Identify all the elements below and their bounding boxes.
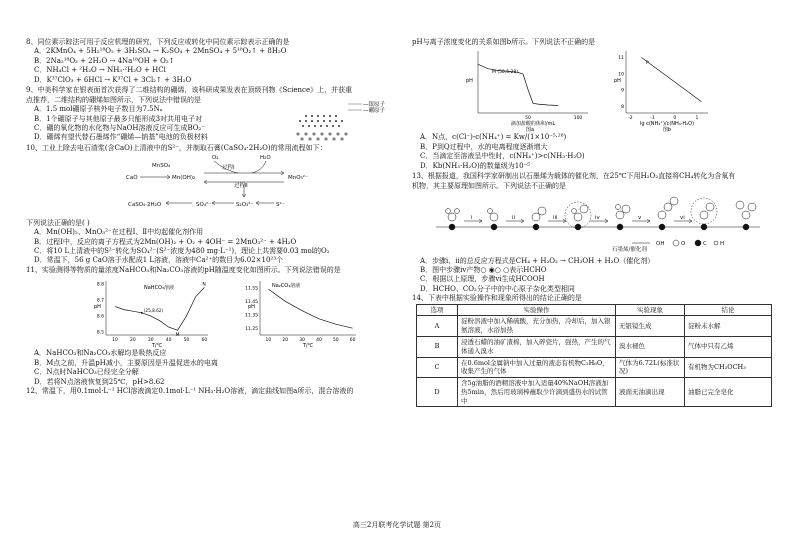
row-c-conclusion: 有机物为CH₃OCH₃ bbox=[685, 357, 772, 378]
row-c-phenomenon: 气体为6.72L(标准状况) bbox=[616, 357, 685, 378]
chart-title: Na₂CO₃溶液 bbox=[272, 283, 301, 290]
x-tick-label: 40 bbox=[316, 338, 322, 344]
table-row bbox=[417, 316, 772, 337]
x-tick-label: 50 bbox=[525, 116, 531, 122]
annotation-25-862: (25,8.62) bbox=[143, 308, 164, 314]
ph-log-ratio-figure-b bbox=[608, 47, 718, 133]
label-cao: CaO bbox=[126, 175, 138, 182]
experiment-table bbox=[416, 304, 772, 408]
q13-option-d: D．HCHO、CO₂分子中的中心原子杂化类型相同 bbox=[420, 284, 575, 293]
q10-option-c: C．将10 L上清液中的S²⁻转化为SO₄²⁻(S²⁻浓度为480 mg·L⁻¹)，理论上共需要0.03 mol的O₂ bbox=[34, 247, 330, 255]
header-conclusion: 结论 bbox=[685, 304, 772, 316]
figure-a-label: 图a bbox=[525, 127, 535, 134]
point-25 bbox=[141, 312, 143, 314]
left-column bbox=[26, 38, 400, 397]
row-b-operation: 浸透石蜡的油矿渣棉，加入碎瓷片，强热，产生的气体通入溴水 bbox=[458, 336, 616, 357]
x-tick-label: 20 bbox=[129, 338, 136, 344]
y-tick-label: 11.25 bbox=[245, 327, 258, 333]
annotation-m: M bbox=[175, 333, 180, 339]
legend-h: H bbox=[720, 241, 725, 248]
row-b-option: B bbox=[417, 336, 458, 357]
step-vi: vi bbox=[680, 215, 685, 222]
question-10 bbox=[26, 144, 400, 266]
x-tick-label: 10 bbox=[265, 338, 272, 344]
row-c-operation: 在0.6mol金属钠中加入过量的液态有机物C₂H₆O，收集产生的气体 bbox=[458, 357, 616, 378]
q12-stem-continued: pH与离子浓度变化的关系如图b所示。下列说法不正确的是 bbox=[412, 38, 596, 46]
step-i: i bbox=[471, 215, 473, 222]
table-row bbox=[417, 378, 772, 407]
label-process-2: 过程Ⅱ bbox=[234, 183, 248, 190]
ch4-oxidation-mechanism-diagram bbox=[412, 191, 772, 253]
y-tick-label: 8.8 bbox=[96, 282, 104, 288]
question-14 bbox=[412, 294, 772, 407]
page-footer: 高三2月联考化学试题 第2页 bbox=[352, 521, 442, 529]
row-b-conclusion: 气体中只有乙烯 bbox=[685, 336, 772, 357]
y-tick-label: 9 bbox=[621, 89, 624, 95]
x-axis-label: T/℃ bbox=[151, 343, 163, 350]
table-row bbox=[417, 336, 772, 357]
row-d-option: D bbox=[417, 378, 458, 407]
y-tick-label: 8.6 bbox=[96, 314, 104, 320]
q11-option-d: D．若将N点溶液恢复到25℃，pH>8.62 bbox=[34, 377, 165, 386]
q10-option-b: B．过程Ⅰ中，反应的离子方程式为2Mn(OH)₂ + O₂ + 4OH⁻ = 2MnO₃²⁻ + 4H₂O bbox=[34, 237, 297, 246]
question-12 bbox=[26, 387, 400, 396]
x-tick-label: 100 bbox=[573, 116, 583, 122]
legend-catalyst: 石墨烯/催化剂 bbox=[612, 247, 647, 254]
q10-stem: 10、工业上除去电石渣浆(含CaO)上清液中的S²⁻，并制取石膏(CaSO₄·2H₂O)的常用流程如下： bbox=[26, 143, 327, 152]
figure-b-label: 图b bbox=[662, 127, 672, 134]
x-tick-label: 20 bbox=[282, 338, 289, 344]
x-tick-label: 40 bbox=[165, 338, 172, 344]
header-phenomenon: 实验现象 bbox=[616, 304, 685, 316]
step-v: v bbox=[638, 215, 642, 222]
q10-option-a: A．Mn(OH)₂、MnO₃²⁻在过程Ⅰ、Ⅱ中均起催化剂作用 bbox=[34, 228, 204, 237]
q12-option-c: C．当滴定至溶液呈中性时，c(NH₄⁺)>c(NH₃·H₂O) bbox=[420, 152, 585, 161]
x-tick-label: 30 bbox=[299, 338, 305, 344]
y-tick-label: 8.7 bbox=[96, 298, 104, 304]
q9-option-a: A．1.5 mol硼原子核外电子数目为7.5Nₐ bbox=[34, 105, 163, 114]
y-tick-label: 8.5 bbox=[96, 330, 104, 336]
q9-option-d: D．硼烯有望代替石墨烯作“硼烯—钠基”电池的负极材料 bbox=[34, 133, 208, 142]
q13-option-b: B．图中步骤iv产物○ ◉○ ○表示HCHO bbox=[420, 265, 547, 274]
x-tick-label: 10 bbox=[112, 338, 118, 344]
x-tick-label: -2 bbox=[628, 116, 633, 122]
legend-boron: —硼原子 bbox=[363, 108, 386, 115]
legend-silver: —银原子 bbox=[363, 102, 386, 109]
q13-option-a: A．步骤i、ii的总反应方程式是CH₄ + H₂O₂ → CH₃OH + H₂O（催化剂） bbox=[420, 256, 655, 265]
label-s2o3: S₂O₃²⁻ bbox=[236, 202, 254, 209]
legend-oh: OH bbox=[656, 241, 665, 248]
label-gypsum: CaSO₄·2H₂O bbox=[128, 202, 162, 209]
y-axis-label: pH bbox=[466, 78, 473, 85]
y-tick-label: 11 bbox=[618, 56, 624, 62]
x-tick-label: 60 bbox=[201, 338, 208, 344]
question-8 bbox=[26, 38, 400, 85]
y-tick-label: 11.55 bbox=[245, 286, 258, 292]
row-a-option: A bbox=[417, 316, 458, 337]
step-ii: ii bbox=[512, 215, 516, 222]
row-a-conclusion: 淀粉未水解 bbox=[685, 316, 772, 337]
label-mno3: MnO₃²⁻ bbox=[288, 175, 308, 182]
x-axis-label: lg c(NH₄⁺)/c(NH₃·H₂O) bbox=[639, 121, 695, 128]
q9-option-c: C．硼的氧化物的水化物与NaOH溶液反应可生成BO₂⁻ bbox=[34, 123, 206, 132]
q13-stem-line1: 13、根据报道，我国科学家研制出以石墨烯为载体的催化剂，在25℃下用H₂O₂直接将CH₄转化为含氧有 bbox=[412, 172, 736, 181]
label-process-1: 过程Ⅰ bbox=[222, 165, 235, 172]
x-tick-label: 0 bbox=[673, 116, 677, 122]
annotation-m-point: M (50,5.28) bbox=[492, 70, 519, 76]
question-9 bbox=[26, 86, 400, 143]
q8-option-a: A．2KMnO₄ + 5H₂¹⁸O₂ + 3H₂SO₄ → K₂SO₄ + 2MnSO₄ + 5¹⁸O₂↑ + 8H₂O bbox=[34, 47, 287, 56]
x-tick-label: 50 bbox=[183, 338, 190, 344]
q9-stem-line1: 9、中美科学家在银表面首次获得了二维结构的硼烯，该科研成果发表在顶级刊物《Science》上，并获重 bbox=[26, 86, 353, 95]
q8-option-d: D．K³⁷ClO₃ + 6HCl → K³⁷Cl + 3Cl₂↑ + 3H₂O bbox=[34, 75, 192, 84]
q11-stem: 11、实验测得等物质的量浓度NaHCO₃和Na₂CO₃溶液的pH随温度变化如图所示。下列说法错误的是 bbox=[26, 265, 341, 274]
legend-c: C bbox=[703, 241, 707, 248]
question-11 bbox=[26, 266, 400, 387]
label-s2: S²⁻ bbox=[276, 202, 285, 209]
y-tick-label: 8 bbox=[621, 105, 624, 111]
row-c-option: C bbox=[417, 357, 458, 378]
gypsum-process-diagram bbox=[26, 153, 400, 215]
table-row bbox=[417, 357, 772, 378]
na2co3-ph-chart bbox=[232, 275, 362, 349]
row-b-phenomenon: 溴水褪色 bbox=[616, 336, 685, 357]
q9-option-b: B．1个硼原子与其他原子最多只能形成3对共用电子对 bbox=[34, 114, 203, 123]
label-mnoh2: Mn(OH)₂ bbox=[172, 175, 196, 182]
table-header-row bbox=[417, 304, 772, 316]
q9-stem-line2: 点推荐，二维结构的硼烯如图所示，下列说法中错误的是 bbox=[26, 95, 201, 104]
q12-option-d: D．Kb(NH₃·H₂O)的数量级为10⁻⁵ bbox=[420, 161, 531, 170]
series-line bbox=[642, 58, 702, 102]
question-13 bbox=[412, 172, 772, 294]
borophene-structure-figure bbox=[288, 96, 400, 146]
q11-option-b: B．M点之前，升温pH减小，主要原因是升温促进水的电离 bbox=[34, 358, 218, 367]
annotation-p: P bbox=[645, 61, 649, 67]
q11-option-a: A．NaHCO₃和Na₂CO₃水解均是吸热反应 bbox=[34, 349, 167, 358]
x-tick-label: -1 bbox=[650, 116, 655, 122]
q13-stem-line2: 机物，其主要原理如图所示。下列说法不正确的是 bbox=[412, 181, 566, 190]
titration-curve-figure-a bbox=[458, 47, 598, 133]
row-a-operation: 淀粉溶液中加入稀硫酸，充分加热，冷却后，加入银氨溶液，水浴加热 bbox=[458, 316, 616, 337]
x-axis-label: 滴加盐酸的体积/mL bbox=[510, 121, 556, 128]
q8-option-c: C．NH₄Cl + ²H₂O → NH₃·²H₂O + HCl bbox=[34, 66, 166, 75]
y-axis-label: pH bbox=[614, 78, 621, 85]
row-d-conclusion: 油脂已完全皂化 bbox=[685, 378, 772, 407]
q11-option-c: C．N点时NaHCO₃已经完全分解 bbox=[34, 368, 139, 377]
q8-stem: 8、同位素示踪法可用于反应机理的研究，下列反应或转化中同位素示踪表示正确的是 bbox=[26, 38, 290, 46]
step-iv: iv bbox=[595, 215, 600, 222]
y-tick-label: 11.35 bbox=[245, 313, 258, 319]
label-o2: O₂ bbox=[212, 155, 219, 162]
row-d-operation: 含5g油脂的酒精溶液中加入适量40%NaOH溶液加热5min，然后用玻璃棒蘸取少许滴到盛热水的试管中 bbox=[458, 378, 616, 407]
q10-sub: 下列说法正确的是( ) bbox=[26, 218, 90, 227]
step-iii: iii bbox=[553, 215, 558, 222]
y-axis-label: pH bbox=[94, 304, 101, 311]
x-tick-label: 60 bbox=[349, 338, 356, 344]
x-axis-label: T/℃ bbox=[302, 343, 314, 350]
row-a-phenomenon: 无银镜生成 bbox=[616, 316, 685, 337]
q14-stem: 14、下表中根据实验操作和现象所得出的结论正确的是 bbox=[412, 294, 582, 303]
right-column bbox=[412, 38, 772, 407]
q12-option-a: A．N点，c(Cl⁻)-c(NH₄⁺) = Kw/(1×10⁻⁵·²⁸) bbox=[420, 133, 567, 142]
legend-o: O bbox=[681, 241, 686, 248]
nahco3-ph-chart bbox=[84, 275, 214, 349]
label-so4: SO₄²⁻ bbox=[196, 202, 212, 209]
label-h2o: H₂O bbox=[260, 155, 271, 162]
q13-option-c: C．根据以上原理，步骤vi生成HCOOH bbox=[420, 275, 545, 284]
row-d-phenomenon: 液面无油滴出现 bbox=[616, 378, 685, 407]
x-tick-label: 1 bbox=[695, 116, 699, 122]
series-line bbox=[268, 289, 352, 328]
x-tick-label: 50 bbox=[332, 338, 339, 344]
y-axis-label: pH bbox=[248, 304, 255, 311]
q10-option-d: D．常温下，56 g CaO溶于水配成1 L溶液，溶液中Ca²⁺的数目为6.02×10²³个 bbox=[34, 256, 284, 265]
q8-option-b: B．2Na₂¹⁸O₂ + 2H₂O → 4Na¹⁸OH + O₂↑ bbox=[34, 56, 175, 65]
label-mnso4: MnSO₄ bbox=[152, 163, 171, 170]
annotation-n: N bbox=[202, 282, 206, 288]
q12-stem: 12、常温下，用0.1mol·L⁻¹ HCl溶液滴定0.1mol·L⁻¹ NH₃·H₂O溶液，滴定曲线如图a所示，混合溶液的 bbox=[26, 387, 354, 396]
y-tick-label: 10 bbox=[618, 72, 624, 78]
header-operation: 实验操作 bbox=[458, 304, 616, 316]
header-option: 选项 bbox=[417, 304, 458, 316]
y-tick-label: 11.45 bbox=[245, 300, 258, 306]
x-tick-label: 30 bbox=[147, 338, 154, 344]
chart-title: NaHCO₃溶液 bbox=[144, 285, 174, 292]
q12-option-b: B．P到Q过程中，水的电离程度逐渐增大 bbox=[420, 142, 548, 151]
